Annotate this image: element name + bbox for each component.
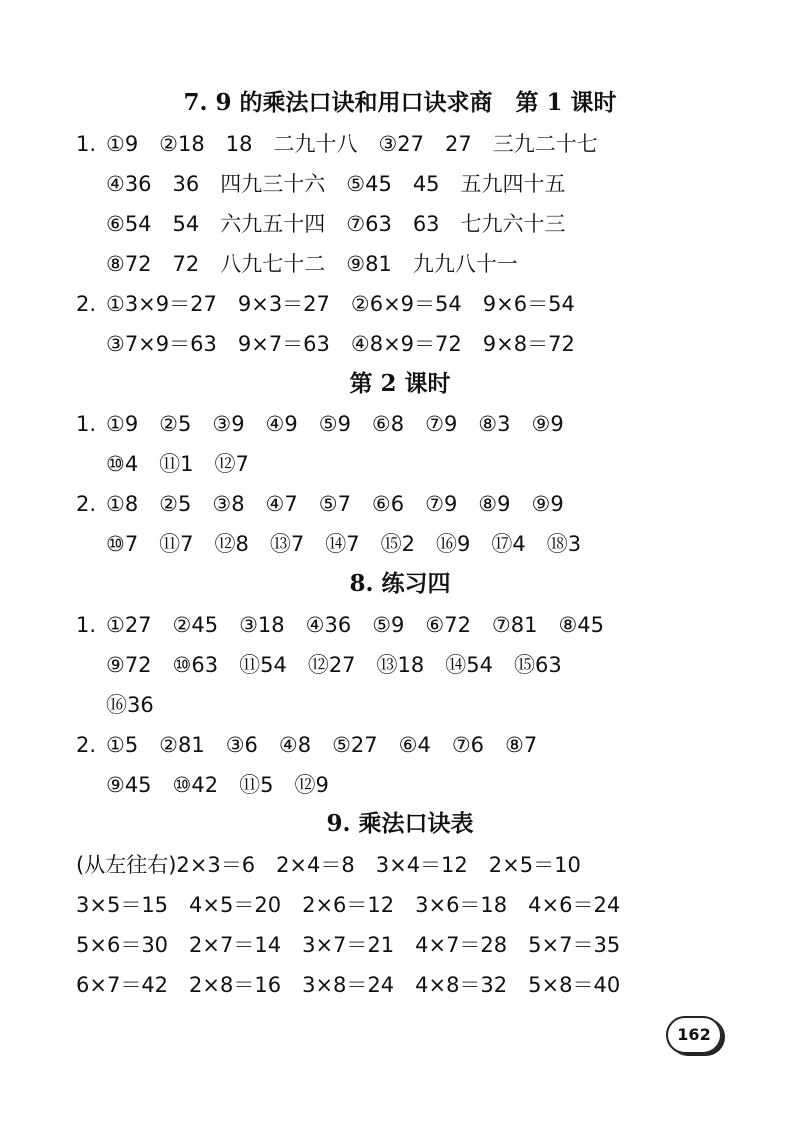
- answer-line: 5×6＝30 2×7＝14 3×7＝21 4×7＝28 5×7＝35: [76, 933, 621, 957]
- answer-line: ①27 ②45 ③18 ④36 ⑤9 ⑥72 ⑦81 ⑧45: [106, 613, 605, 637]
- answer-line: ①3×9＝27 9×3＝27 ②6×9＝54 9×6＝54: [106, 292, 575, 316]
- answer-line: ①9 ②18 18 二九十八 ③27 27 三九二十七: [106, 132, 598, 156]
- answer-line: ⑩4 ⑪1 ⑫7: [106, 452, 249, 476]
- answer-line: (从左往右)2×3＝6 2×4＝8 3×4＝12 2×5＝10: [76, 853, 581, 877]
- section-heading-practice-4: 8. 练习四: [349, 570, 451, 597]
- section-heading-lesson-1: 7. 9 的乘法口诀和用口诀求商 第 1 课时: [183, 89, 617, 116]
- answer-line: ①8 ②5 ③8 ④7 ⑤7 ⑥6 ⑦9 ⑧9 ⑨9: [106, 492, 564, 516]
- question-number: 2.: [76, 492, 97, 516]
- section-heading-multiplication-table: 9. 乘法口诀表: [326, 810, 474, 837]
- answer-line: ①5 ②81 ③6 ④8 ⑤27 ⑥4 ⑦6 ⑧7: [106, 733, 538, 757]
- answer-line: ⑥54 54 六九五十四 ⑦63 63 七九六十三: [106, 212, 566, 236]
- question-number: 1.: [76, 412, 97, 436]
- question-number: 1.: [76, 613, 97, 637]
- answer-line: 3×5＝15 4×5＝20 2×6＝12 3×6＝18 4×6＝24: [76, 893, 621, 917]
- answer-line: ⑨72 ⑩63 ⑪54 ⑫27 ⑬18 ⑭54 ⑮63: [106, 653, 562, 677]
- answer-line: ⑨45 ⑩42 ⑪5 ⑫9: [106, 773, 329, 797]
- answer-line: ③7×9＝63 9×7＝63 ④8×9＝72 9×8＝72: [106, 332, 575, 356]
- answer-line: ④36 36 四九三十六 ⑤45 45 五九四十五: [106, 172, 566, 196]
- answer-line: ①9 ②5 ③9 ④9 ⑤9 ⑥8 ⑦9 ⑧3 ⑨9: [106, 412, 564, 436]
- page-number-badge: 162: [666, 1016, 722, 1054]
- answer-line: ⑩7 ⑪7 ⑫8 ⑬7 ⑭7 ⑮2 ⑯9 ⑰4 ⑱3: [106, 532, 582, 556]
- question-number: 2.: [76, 733, 97, 757]
- answer-line: 6×7＝42 2×8＝16 3×8＝24 4×8＝32 5×8＝40: [76, 973, 621, 997]
- answer-line: ⑧72 72 八九七十二 ⑨81 九九八十一: [106, 252, 518, 276]
- answer-line: ⑯36: [106, 693, 154, 717]
- section-heading-lesson-2: 第 2 课时: [349, 370, 451, 397]
- question-number: 1.: [76, 132, 97, 156]
- question-number: 2.: [76, 292, 97, 316]
